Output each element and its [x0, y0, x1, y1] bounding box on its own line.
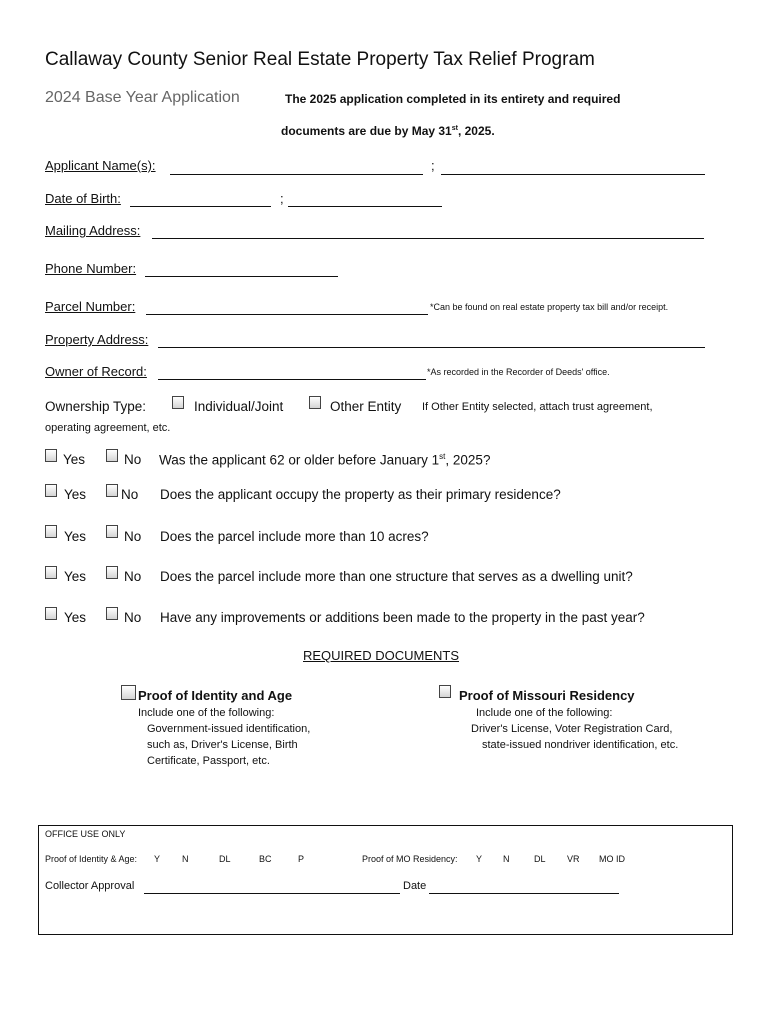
parcel-note: *Can be found on real estate property tax bill and/or receipt.: [430, 302, 669, 312]
owner-note: *As recorded in the Recorder of Deeds' office.: [427, 367, 610, 377]
applicant-name-label: Applicant Name(s):: [45, 158, 156, 173]
semicolon: ;: [431, 158, 435, 173]
property-address-label: Property Address:: [45, 332, 149, 347]
individual-joint-label: Individual/Joint: [194, 399, 284, 414]
office-res-label: Proof of MO Residency:: [362, 854, 458, 864]
q3-yes-label: Yes: [64, 529, 87, 544]
office-res-code-n: N: [503, 854, 510, 864]
collector-approval-field[interactable]: [144, 892, 400, 894]
q3-yes-checkbox[interactable]: [45, 525, 57, 538]
proof-residency-line1: Include one of the following:: [476, 707, 613, 719]
q1-yes-label: Yes: [63, 452, 86, 467]
semicolon: ;: [280, 191, 284, 206]
individual-joint-checkbox[interactable]: [172, 396, 184, 409]
owner-of-record-label: Owner of Record:: [45, 364, 147, 379]
other-entity-checkbox[interactable]: [309, 396, 321, 409]
q1-text: Was the applicant 62 or older before January 1st, 2025?: [159, 452, 491, 468]
other-entity-label: Other Entity: [330, 399, 402, 414]
other-entity-note: If Other Entity selected, attach trust agreement,: [422, 401, 653, 413]
q5-text: Have any improvements or additions been made to the property in the past year?: [160, 610, 645, 625]
mailing-address-label: Mailing Address:: [45, 223, 141, 238]
office-id-label: Proof of Identity & Age:: [45, 854, 138, 864]
due-notice-line2: documents are due by May 31st, 2025.: [281, 124, 495, 138]
applicant-name-field-1[interactable]: [170, 173, 423, 175]
q4-no-checkbox[interactable]: [106, 566, 118, 579]
office-id-code-y: Y: [154, 854, 161, 864]
parcel-number-label: Parcel Number:: [45, 299, 136, 314]
q4-yes-checkbox[interactable]: [45, 566, 57, 579]
form-title: Callaway County Senior Real Estate Property Tax Relief Program: [45, 49, 595, 70]
proof-residency-line3: state-issued nondriver identification, etc.: [482, 739, 679, 751]
q4-no-label: No: [124, 569, 142, 584]
parcel-number-field[interactable]: [146, 313, 428, 315]
due-notice-line1: The 2025 application completed in its entirety and required: [285, 92, 621, 106]
dob-label: Date of Birth:: [45, 191, 121, 206]
phone-number-field[interactable]: [145, 275, 338, 277]
q4-yes-label: Yes: [64, 569, 87, 584]
date-label: Date: [403, 880, 427, 892]
dob-field-2[interactable]: [288, 205, 442, 207]
office-res-code-vr: VR: [567, 854, 580, 864]
proof-identity-title: Proof of Identity and Age: [138, 688, 293, 703]
office-id-code-dl: DL: [219, 854, 231, 864]
property-address-field[interactable]: [158, 346, 705, 348]
mailing-address-field[interactable]: [152, 237, 704, 239]
date-field[interactable]: [429, 892, 619, 894]
form-subtitle: 2024 Base Year Application: [45, 89, 240, 106]
office-id-code-bc: BC: [259, 854, 272, 864]
q5-no-label: No: [124, 610, 142, 625]
office-id-code-p: P: [298, 854, 305, 864]
proof-identity-line1: Include one of the following:: [138, 707, 275, 719]
office-res-code-y: Y: [476, 854, 483, 864]
collector-approval-label: Collector Approval: [45, 880, 135, 892]
q5-yes-label: Yes: [64, 610, 87, 625]
q2-yes-checkbox[interactable]: [45, 484, 57, 497]
q2-no-checkbox[interactable]: [106, 484, 118, 497]
q3-text: Does the parcel include more than 10 acres?: [160, 529, 429, 544]
q3-no-label: No: [124, 529, 142, 544]
office-use-box: [38, 825, 733, 935]
proof-identity-line4: Certificate, Passport, etc.: [147, 755, 270, 767]
q4-text: Does the parcel include more than one structure that serves as a dwelling unit?: [160, 569, 633, 584]
q1-no-label: No: [124, 452, 142, 467]
proof-identity-line2: Government-issued identification,: [147, 723, 311, 735]
proof-identity-line3: such as, Driver's License, Birth: [147, 739, 298, 751]
q2-no-label: No: [121, 487, 139, 502]
proof-residency-title: Proof of Missouri Residency: [459, 688, 635, 703]
office-res-code-moid: MO ID: [599, 854, 625, 864]
q2-text: Does the applicant occupy the property as their primary residence?: [160, 487, 561, 502]
office-use-title: OFFICE USE ONLY: [45, 829, 126, 839]
required-documents-heading: REQUIRED DOCUMENTS: [303, 648, 460, 663]
dob-field-1[interactable]: [130, 205, 271, 207]
proof-identity-checkbox[interactable]: [121, 685, 136, 700]
q5-yes-checkbox[interactable]: [45, 607, 57, 620]
owner-of-record-field[interactable]: [158, 378, 426, 380]
q2-yes-label: Yes: [64, 487, 87, 502]
office-res-code-dl: DL: [534, 854, 546, 864]
applicant-name-field-2[interactable]: [441, 173, 705, 175]
proof-residency-checkbox[interactable]: [439, 685, 451, 698]
q1-no-checkbox[interactable]: [106, 449, 118, 462]
proof-residency-line2: Driver's License, Voter Registration Card,: [471, 723, 673, 735]
q1-yes-checkbox[interactable]: [45, 449, 57, 462]
q5-no-checkbox[interactable]: [106, 607, 118, 620]
ownership-type-label: Ownership Type:: [45, 399, 147, 414]
other-entity-note-cont: operating agreement, etc.: [45, 422, 171, 434]
phone-number-label: Phone Number:: [45, 261, 137, 276]
office-id-code-n: N: [182, 854, 189, 864]
q3-no-checkbox[interactable]: [106, 525, 118, 538]
